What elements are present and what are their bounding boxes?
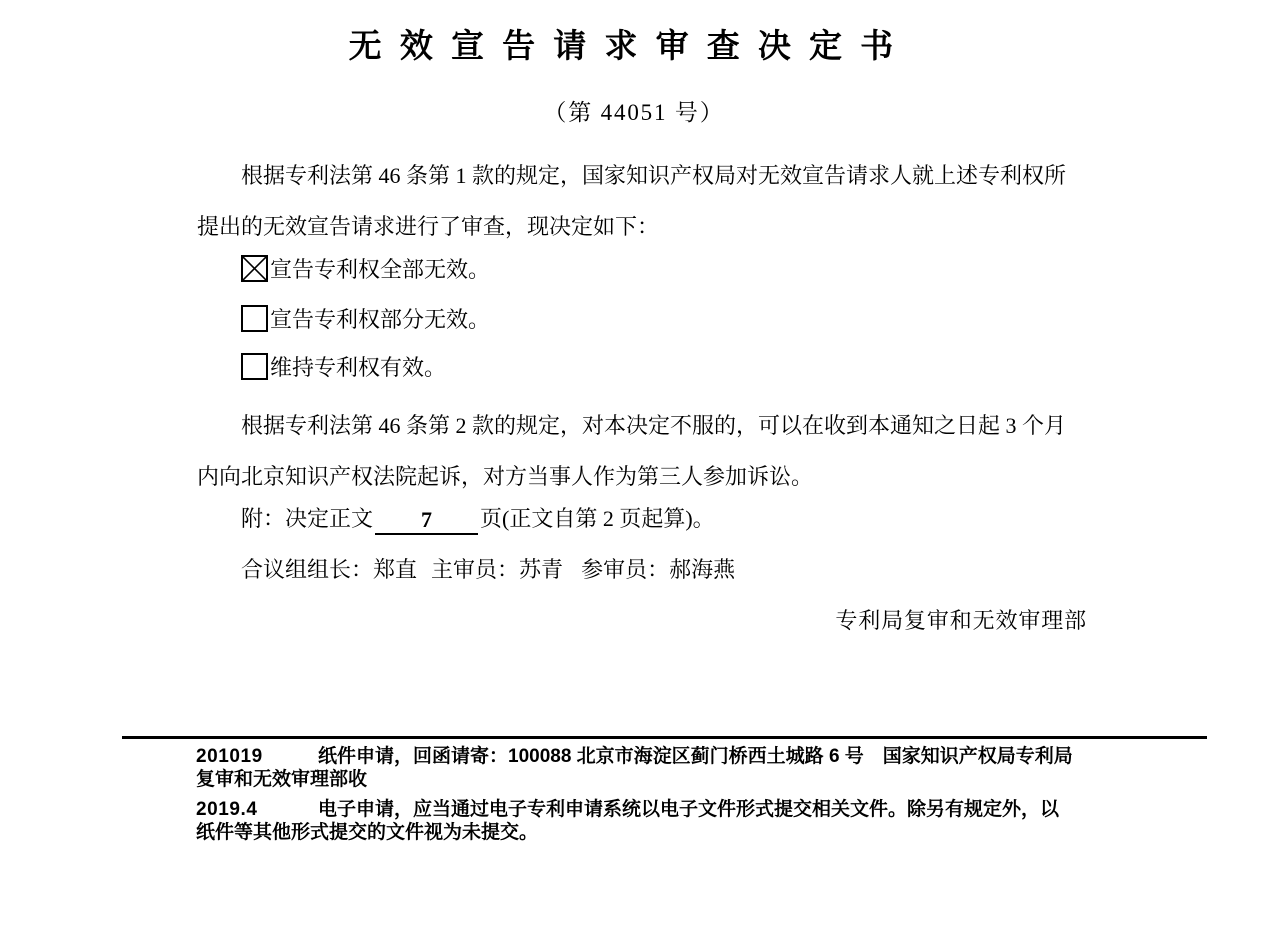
checkbox-unchecked: [241, 305, 268, 332]
checked-x-icon: [243, 257, 266, 280]
option-label: 宣告专利权部分无效。: [270, 306, 491, 332]
document-title: 无效宣告请求审查决定书: [348, 29, 912, 65]
panel-co-name: 郝海燕: [669, 557, 736, 582]
attachment-suffix: 页(正文自第 2 页起算)。: [480, 506, 715, 531]
paragraph-appeal-rights: [197, 400, 1135, 502]
footer-notes: [196, 745, 1126, 844]
option-row-invalid-all: [241, 253, 490, 283]
paragraph-line: 内向北京知识产权法院起诉，对方当事人作为第三人参加诉讼。: [197, 464, 814, 489]
footer-entry-code: 2019.4: [196, 799, 258, 820]
issuing-department: 专利局复审和无效审理部: [835, 608, 1087, 633]
panel-leader-label: 合议组组长：: [241, 557, 374, 582]
footer-entry-text: 纸件等其他形式提交的文件视为未提交。: [196, 822, 539, 843]
footer-entry-text: 纸件申请，回函请寄：100088 北京市海淀区蓟门桥西土城路 6 号 国家知识产权局专利局: [318, 746, 1073, 767]
checkbox-checked: [241, 255, 268, 282]
panel-chief-name: 苏青: [519, 557, 564, 582]
document-number: （第 44051 号）: [543, 100, 725, 125]
paragraph-line: 根据专利法第 46 条第 2 款的规定，对本决定不服的，可以在收到本通知之日起 3 个月: [241, 413, 1067, 438]
attachment-pages-value: 7: [375, 507, 478, 535]
option-row-maintain-valid: [241, 351, 446, 381]
panel-co-label: 参审员：: [581, 557, 670, 582]
paragraph-line: 根据专利法第 46 条第 1 款的规定，国家知识产权局对无效宣告请求人就上述专利权所: [241, 163, 1067, 188]
paragraph-line: 提出的无效宣告请求进行了审查，现决定如下：: [197, 214, 660, 239]
panel-members-line: [241, 554, 735, 586]
paragraph-legal-basis: [197, 150, 1135, 252]
footer-entry-text: 复审和无效审理部收: [196, 769, 368, 790]
option-label: 维持专利权有效。: [270, 354, 447, 380]
footer-entry-text: 电子申请，应当通过电子专利申请系统以电子文件形式提交相关文件。除另有规定外，以: [318, 799, 1060, 820]
footer-entry-paper: [196, 745, 1126, 791]
checkbox-unchecked: [241, 353, 268, 380]
attachment-prefix: 附：决定正文: [241, 506, 374, 531]
footer-entry-code: 201019: [196, 746, 263, 767]
attachment-line: [241, 503, 715, 535]
panel-chief-label: 主审员：: [431, 557, 520, 582]
footer-entry-electronic: [196, 798, 1126, 844]
option-row-invalid-partial: [241, 303, 490, 333]
option-label: 宣告专利权全部无效。: [270, 256, 491, 282]
footer-divider-line: [122, 736, 1207, 739]
panel-leader-name: 郑直: [373, 557, 418, 582]
